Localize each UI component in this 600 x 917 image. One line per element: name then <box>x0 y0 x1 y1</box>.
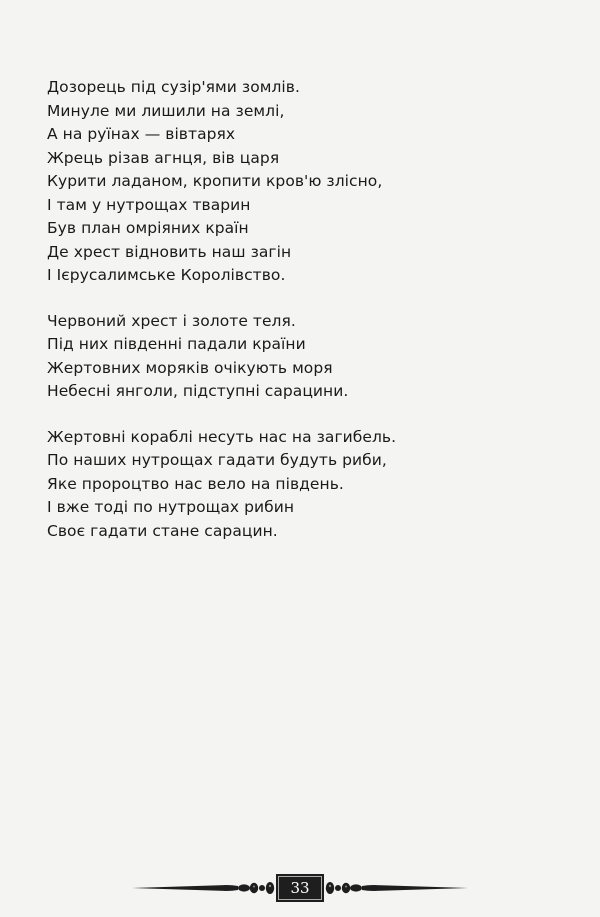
poem-line: Своє гадати стане сарацин. <box>47 521 278 540</box>
poem-line: Дозорець під сузір'ями зомлів. <box>47 78 300 96</box>
poem-line: А на руїнах — вівтарях <box>47 125 236 143</box>
poem-line: Жрець різав агнця, вів царя <box>47 148 280 167</box>
poem-line: І вже тоді по нутрощах рибин <box>47 498 295 516</box>
page-number: 33 <box>290 879 310 897</box>
poem-line: Був план омріяних країн <box>47 219 249 237</box>
poem-line: По наших нутрощах гадати будуть риби, <box>47 451 387 469</box>
poem-line: Курити ладаном, кропити кров'ю злісно, <box>47 172 383 190</box>
poem-line: Під них південні падали країни <box>47 335 306 353</box>
poem-text <box>47 76 547 565</box>
poem-line: Червоний хрест і золоте теля. <box>47 311 296 330</box>
poem-line: Яке пророцтво нас вело на південь. <box>47 474 344 493</box>
stanza-2 <box>47 310 547 404</box>
poem-line: Де хрест відновить наш загін <box>47 242 292 261</box>
poem-line: Жертовні кораблі несуть нас на загибель. <box>47 427 397 446</box>
poem-line: І Ієрусалимське Королівство. <box>47 266 286 284</box>
poem-line: Жертовних моряків очікують моря <box>47 358 333 377</box>
stanza-3 <box>47 426 547 544</box>
poem-line: І там у нутрощах тварин <box>47 195 251 214</box>
poem-line: Небесні янголи, підступні сарацини. <box>47 382 349 400</box>
stanza-1 <box>47 76 547 288</box>
poem-line: Минуле ми лишили на землі, <box>47 101 285 120</box>
page-footer <box>130 868 470 908</box>
